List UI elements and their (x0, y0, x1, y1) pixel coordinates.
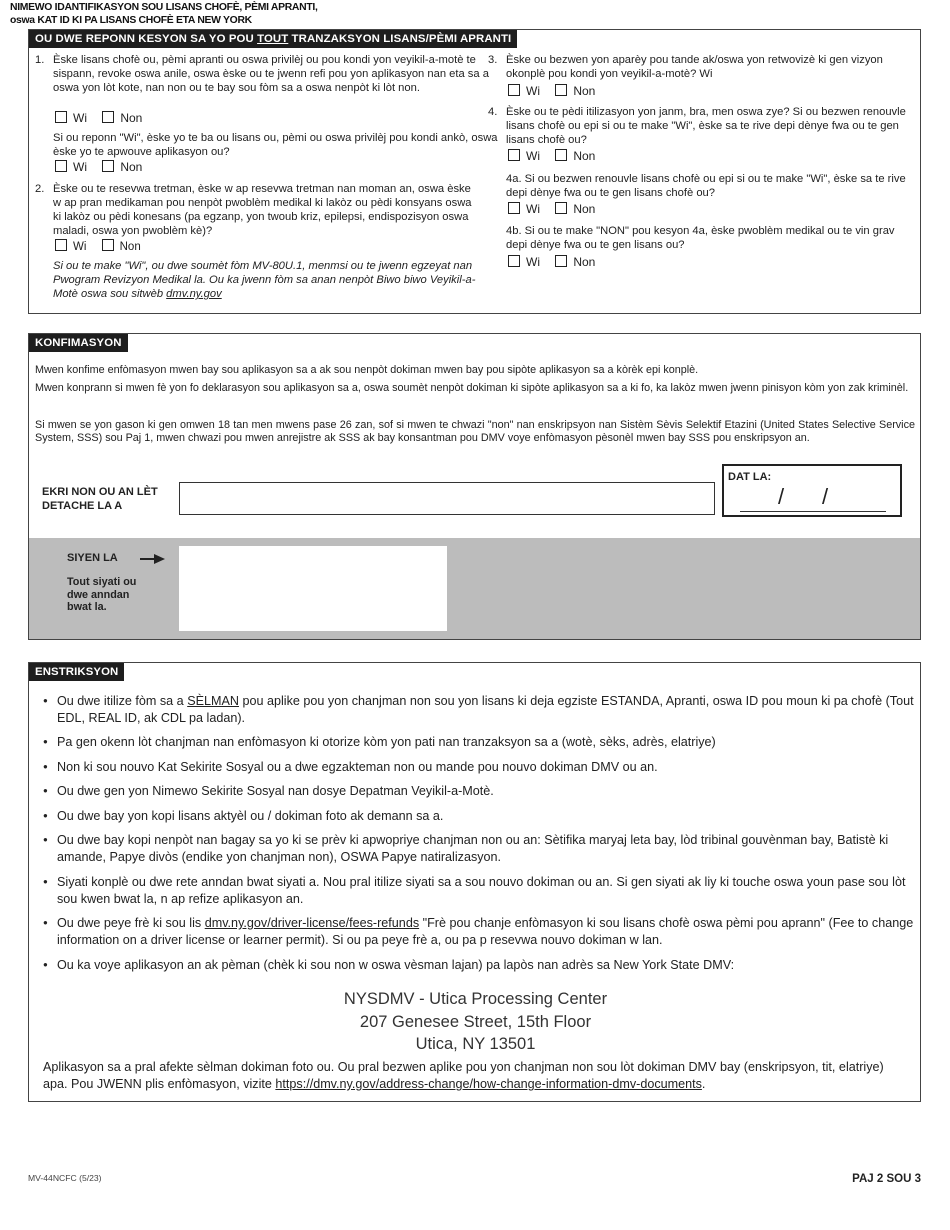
arrow-right-icon (140, 554, 166, 564)
question-2: 2. Èske ou te resevwa tretman, èske w ap resevwa tretman nan moman an, oswa èske w ap pran medikaman pou nenpòt pwoblèm medikal ki lakòz ou pèdi konsyans oswa ki lakòz ou pèdi konesans (pa egzanp, yon twoub kriz, epilepsi, endispozisyon oswa maladi, oswa yon pwoblèm kè)? (35, 183, 472, 237)
confirmation-paragraph-1: Mwen konfime enfòmasyon mwen bay sou aplikasyon sa a ak sou nenpòt dokiman mwen bay pou sipòte aplikasyon sa a kòrèk epi konplè. (35, 364, 699, 376)
question-2-yes-checkbox[interactable] (55, 239, 67, 251)
instruction-item: ● Ou dwe gen yon Nimewo Sekirite Sosyal nan dosye Depatman Veyikil-a-Motè. (43, 783, 927, 800)
question-1-no-checkbox[interactable] (102, 111, 114, 123)
question-2-note: Si ou te make "Wi", ou dwe soumèt fòm MV-80U.1, menmsi ou te jwenn egzeyat nan Pwogram Revizyon Medikal la. Ou ka jwenn fòm sa anan nenpòt Biwo biwo Veyikil-a-Motè oswa sou sitwèb dmv.ny.gov (53, 260, 476, 300)
question-4a-options: Wi Non (508, 202, 595, 216)
date-box (722, 464, 902, 517)
question-4a: 4a. Si ou bezwen renouvle lisans chofè ou epi si ou te make "Wi", èske sa te rive depi dènye fwa ou te gen lisans chofè ou? (506, 173, 906, 199)
question-4b: 4b. Si ou te make "NON" pou kesyon 4a, èske pwoblèm medikal ou te vin grav depi dènye fwa ou te gen lisans ou? (506, 225, 895, 251)
address-line-2: 207 Genesee Street, 15th Floor (359, 1012, 592, 1031)
instruction-item: ● Ou dwe peye frè ki sou lis dmv.ny.gov/driver-license/fees-refunds "Frè pou chanje enfòmasyon ki sou lisans chofè oswa pèmi pou aprann" (Fee to change information on a driver license or learner permit). Si ou pa peye frè a, ou pa p resevwa nouvo dokiman w lan. (43, 915, 927, 948)
question-2-options: Wi Non (55, 239, 141, 253)
question-1-yes-checkbox[interactable] (55, 111, 67, 123)
print-name-label: EKRI NON OU AN LÈT DETACHE LA A (42, 486, 158, 512)
confirmation-paragraph-3: Si mwen se yon gason ki gen omwen 18 tan men mwens pase 26 zan, sof si mwen te chwazi "non" nan enskripsyon nan Sistèm Sèvis Selektif Etazini (United States Selective Service System, SSS) sou Paj 1, mwen chwazi pou mwen anrejistre ak SSS ak bay konsantman pou DMV voye enfòmasyon pèsonèl mwen bay SSS pou enskripsyon an. (35, 419, 915, 444)
dmv-website-link[interactable]: dmv.ny.gov (166, 288, 222, 300)
question-4b-options: Wi Non (508, 255, 595, 269)
instruction-item: ● Non ki sou nouvo Kat Sekirite Sosyal ou a dwe egzakteman non ou mande pou nouvo dokiman DMV ou an. (43, 759, 927, 776)
question-1-followup-options: Wi Non (55, 160, 142, 174)
question-4-options: Wi Non (508, 149, 595, 163)
question-3-yes-checkbox[interactable] (508, 84, 520, 96)
question-4b-yes-checkbox[interactable] (508, 255, 520, 267)
address-line-3: Utica, NY 13501 (415, 1035, 536, 1053)
address-line-1: NYSDMV - Utica Processing Center (343, 990, 608, 1008)
question-2-no-checkbox[interactable] (102, 239, 114, 251)
question-4b-no-checkbox[interactable] (555, 255, 567, 267)
question-3-no-checkbox[interactable] (555, 84, 567, 96)
instruction-item: ● Ou ka voye aplikasyon an ak pèman (chèk ki sou non w oswa vèsman lajan) pa lapòs nan adrès sa New York State DMV: (43, 957, 927, 974)
question-1-followup-yes-checkbox[interactable] (55, 160, 67, 172)
fees-refunds-link[interactable]: dmv.ny.gov/driver-license/fees-refunds (204, 916, 420, 930)
instruction-item: ● Ou dwe bay yon kopi lisans aktyèl ou / dokiman foto ak demann sa a. (43, 808, 927, 825)
form-header-line-2: oswa KAT ID KI PA LISANS CHOFÈ ETA NEW YORK (10, 15, 252, 26)
question-1-text: Èske lisans chofè ou, pèmi apranti ou oswa privilèj ou pou kondi yon veyikil-a-motè te sispann, revoke oswa anile, oswa èske ou te jwenn refi pou yon aplikasyon nan eta sa a oswa yon lòt kote, nan non ou te bay sou fòm sa a oswa nenpòt ki lòt non. (53, 54, 489, 94)
question-4a-no-checkbox[interactable] (555, 202, 567, 214)
confirmation-title: KONFIMASYON (29, 334, 128, 352)
instructions-closing: Aplikasyon sa a pral afekte sèlman dokiman foto ou. Ou pral bezwen aplike pou yon chanjman non sou lòt dokiman DMV bay (enskripsyon, tit, elatriye) apa. Pou JWENN plis enfòmasyon, vizite https://dmv.ny.gov/address-change/how-change-information-dmv-documents. (43, 1060, 884, 1091)
question-4a-yes-checkbox[interactable] (508, 202, 520, 214)
sign-here-label: SIYEN LA (67, 552, 118, 564)
instruction-item: ● Siyati konplè ou dwe rete anndan bwat siyati a. Nou pral itilize siyati sa a sou nouvo dokiman ou an. Si gen siyati ak liy ki touche oswa youn pase sou lòt sou kwen bwat la, n ap refize aplikasyon an. (43, 874, 927, 907)
confirmation-section (28, 333, 921, 640)
form-id: MV-44NCFC (5/23) (28, 1173, 102, 1183)
signature-note: Tout siyati ou dwe anndan bwat la. (67, 576, 137, 613)
instructions-title: ENSTRIKSYON (29, 663, 124, 681)
question-1-followup-no-checkbox[interactable] (102, 160, 114, 172)
question-1: 1. Èske lisans chofè ou, pèmi apranti ou oswa privilèj ou pou kondi yon veyikil-a-motè te sispann, revoke oswa anile, oswa èske ou te jwenn refi pou yon aplikasyon nan eta sa a oswa yon lòt kote, nan non ou te bay sou fòm sa a oswa nenpòt ki lòt non. (35, 54, 489, 94)
question-3: 3. Èske ou bezwen yon aparèy pou tande ak/oswa yon retwovizè ki gen vizyon okonplè pou kondi yon veyikil-a-motè? Wi (488, 54, 883, 80)
confirmation-paragraph-2: Mwen konprann si mwen fè yon fo deklarasyon sou aplikasyon sa a, oswa soumèt nenpòt dokiman ki sipòte aplikasyon sa a ki fo, ka lakòz mwen jwenn pinisyon kòm yon zak kriminèl. (35, 382, 909, 394)
signature-box[interactable] (179, 546, 447, 631)
instruction-item: ● Pa gen okenn lòt chanjman nan enfòmasyon ki otorize kòm yon pati nan tranzaksyon sa a (wotè, sèks, adrès, elatriye) (43, 734, 927, 751)
date-separator-1: / (778, 484, 785, 509)
question-4-no-checkbox[interactable] (555, 149, 567, 161)
mailing-address (29, 988, 922, 1056)
page-number: PAJ 2 SOU 3 (852, 1173, 921, 1185)
questions-title: OU DWE REPONN KESYON SA YO POU TOUT TRANZAKSYON LISANS/PÈMI APRANTI (29, 30, 517, 48)
form-header-line-1: NIMEWO IDANTIFIKASYON SOU LISANS CHOFÈ, PÈMI APRANTI, (10, 2, 318, 13)
dmv-change-info-link[interactable]: https://dmv.ny.gov/address-change/how-change-information-dmv-documents (275, 1077, 702, 1091)
question-3-options: Wi Non (508, 84, 595, 98)
signature-band (29, 538, 920, 639)
instruction-item: ● Ou dwe bay kopi nenpòt nan bagay sa yo ki se prèv ki apwopriye chanjman non ou an: Sètifika maryaj leta bay, lòd tribinal gouvènman bay, Batistè ki amande, Papye divòs (endike yon chanjman non), OSWA Papye natiralizasyon. (43, 832, 927, 865)
print-name-field[interactable] (179, 482, 715, 515)
date-field[interactable] (740, 486, 886, 512)
date-label: DAT LA: (728, 471, 772, 483)
instructions-section (28, 662, 921, 1102)
instruction-item: ● Ou dwe itilize fòm sa a SÈLMAN pou aplike pou yon chanjman non sou yon lisans ki deja egziste ESTANDA, Apranti, oswa ID pou moun ki pa chofè (Tout EDL, REAL ID, ak CDL pa ladan). (43, 693, 927, 726)
date-separator-2: / (822, 484, 829, 509)
question-1-options: Wi Non (55, 111, 142, 125)
question-4: 4. Èske ou te pèdi itilizasyon yon janm, bra, men oswa zye? Si ou bezwen renouvle lisans chofè ou epi si ou te make "Wi", èske sa te rive depi dènye fwa ou te gen lisans chofè ou? (488, 106, 906, 146)
question-1-followup: Si ou reponn "Wi", èske yo te ba ou lisans ou, pèmi ou oswa privilèj pou kondi ankò, oswa èske yo te apwouve aplikasyon ou? (53, 132, 498, 158)
question-4-yes-checkbox[interactable] (508, 149, 520, 161)
questions-section (28, 29, 921, 314)
